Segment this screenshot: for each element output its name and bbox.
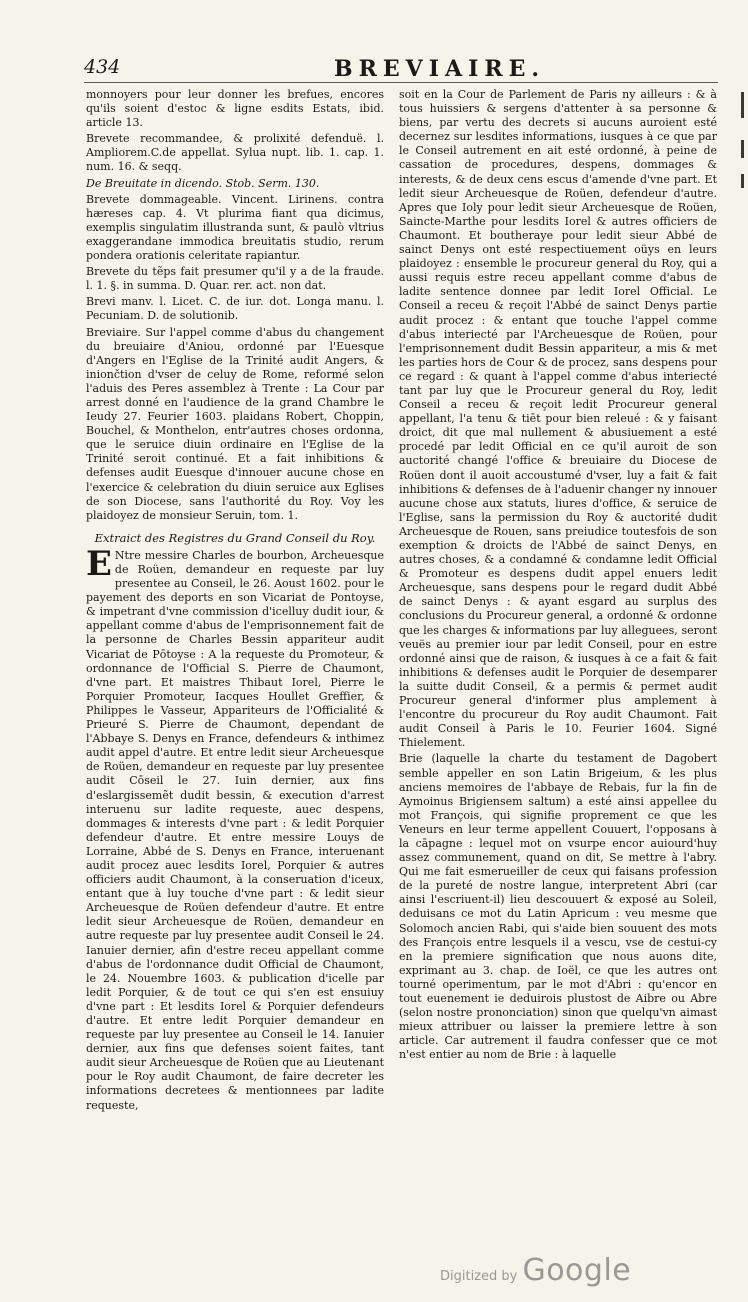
running-title: BREVIAIRE. (334, 56, 546, 82)
arrest-paragraph: soit en la Cour de Parlement de Paris ny ailleurs : & à tous huissiers & sergens d'attenter à sa personne & biens, par vertu des decrets si aucuns auroient esté decernez sur lesdites informations, iusques à ce que par le Conseil autrement en ait esté ordonné, à peine de cassation de procedures, despens, dommages & interests, & de deux cens escus d'amende d'vne part. Et ledit sieur Archeuesque de Roüen, defendeur d'autre. Apres que Ioly pour ledit sieur Archeuesque de Roüen, Saincte-Marthe pour lesdits Iorel & autres officiers de Chaumont. Et boutheraye pour ledit sieur Abbé de sainct Denys ont esté respectiuement oüys en leurs plaidoyez : ensemble le procureur general du Roy, qui a aussi requis estre receu appellant comme d'abus de ladite sentence donnee par ledit Iorel Official. Le Conseil a receu & reçoit l'Abbé de sainct Denys partie audit procez : & entant que touche l'appel comme d'abus interiecté par l'Archeuesque de Roüen, pour l'emprisonnement dudit Bessin appariteur, a mis & met les parties hors de Cour & de procez, sans despens pour ce regard : & quant à l'appel comme d'abus interiecté tant par luy que le Procureur general du Roy, ledit Conseil a receu & reçoit ledit Procureur general appellant, l'a tenu & tiēt pour bien releué : & y faisant droict, dit que mal nullement & abusiuement a esté procedé par ledit Official en ce qu'il auroit de son auctorité changé l'office & breuiaire du Diocese de Roüen dont il auoit accoustumé d'vser, luy a fait & fait inhibitions & defenses de à l'aduenir changer ny innouer aucune chose aux statuts, liures d'office, & seruice de l'Eglise, sans la permission du Roy & auctorité dudit Archeuesque de Rouen, sans preiudice toutesfois de son exemption & droicts de l'Abbé de sainct Denys, en autres choses, & a condamné & condamne ledit Official & Promoteur es despens dudit appel enuers ledit Archeuesque, sans despens pour le regard dudit Abbé de sainct Denys : & ayant esgard au surplus des conclusions du Procureur general, a ordonné & ordonne que les charges & informations par luy alleguees, seront veuës au premier iour par ledit Conseil, pour en estre ordonné ainsi que de raison, & iusques à ce a fait & fait inhibitions & defenses audit le Porquier de desemparer la suitte dudit Conseil, & a permis & permet audit Procureur general d'informer plus amplement à l'encontre du procureur du Roy audit Chaumont. Fait audit Conseil à Paris le 10. Feurier 1604. Signé Thielement. (399, 88, 717, 750)
margin-scan-mark (741, 92, 744, 118)
right-column (399, 88, 717, 1064)
digitized-by-google-watermark (440, 1253, 631, 1288)
google-logo: Google (522, 1253, 632, 1288)
section-heading-extraict: Extraict des Registres du Grand Conseil du Roy. (94, 530, 376, 545)
digitized-by-label: Digitized by (440, 1269, 518, 1284)
margin-scan-mark (741, 140, 744, 158)
entry-monnoyers: monnoyers pour leur donner les brefues, encores qu'ils soient d'estoc & ligne esdits Estats, ibid. article 13. (86, 88, 384, 130)
entry-brie: Brie (laquelle la charte du testament de Dagobert semble appeller en son Latin Brigeium, & les plus anciens memoires de l'abbaye de Rebais, fur la fin de Aymoinus Brigiensem saltum) a esté ainsi appellee du mot François, qui signifie proprement ce que les Veneurs en leur terme appellent Couuert, l'opposans à la cāpagne : lequel mot on vsurpe encor auiourd'huy assez communement, quand on dit, Se mettre à l'abry. Qui me fait esmerueiller de ceux qui faisans profession de la pureté de nostre langue, interpretent Abri (car ainsi l'escriuent-il) lieu descouuert & exposé au Soleil, deduisans ce mot du Latin Apricum : veu mesme que Solomoch ancien Rabi, qui s'aide bien souuent des mots des François entre lesquels il a vescu, vse de cestui-cy en la premiere signification que nous auons dite, exprimant au 3. chap. de Ioël, ce que les autres ont tourné operimentum, par le mot d'Abri : qu'encor en tout euenement ie deduirois plustost de Aibre ou Abre (selon nostre prononciation) sinon que quelqu'vn aimast mieux attribuer ou laisser la premiere lettre à son article. Car autrement il faudra confesser que ce mot n'est entier au nom de Brie : à laquelle (399, 752, 717, 1062)
extract-text: Ntre messire Charles de bourbon, Archeuesque de Roüen, demandeur en requeste par luy presentee au Conseil, le 26. Aoust 1602. pour le payement des deports en son Vicariat de Pontoyse, & impetrant d'vne commission d'icelluy dudit iour, & appellant comme d'abus de l'emprisonnement fait de la personne de Charles Bessin appariteur audit Vicariat de Pōtoyse : A la requeste du Promoteur, & ordonnance de l'Official S. Pierre de Chaumont, d'vne part. Et maistres Thibaut Iorel, Pierre le Porquier Promoteur, Iacques Houllet Greffier, & Philippes le Vasseur, Appariteurs de l'Officialité & Prieuré S. Pierre de Chaumont, dependant de l'Abbaye S. Denys en France, defendeurs & inthimez audit appel d'autre. Et entre ledit sieur Archeuesque de Roüen, demandeur en requeste par luy presentee audit Cōseil le 27. Iuin dernier, aux fins d'eslargissemẽt dudit bessin, & execution d'arrest interuenu sur ladite requeste, auec despens, dommages & interests d'vne part : & ledit Porquier defendeur d'autre. Et entre messire Louys de Lorraine, Abbé de S. Denys en France, interuenant audit procez auec lesdits Iorel, Porquier & autres officiers audit Chaumont, à la conseruation d'iceux, entant que à luy touche d'vne part : & ledit sieur Archeuesque de Roüen defendeur d'autre. Et entre ledit sieur Archeuesque de Roüen, demandeur en autre requeste par luy presentee audit Conseil le 24. Ianuier dernier, afin d'estre receu appellant comme d'abus de l'ordonnance dudit Official de Chaumont, le 24. Nouembre 1603. & publication d'icelle par ledit Porquier, & de tout ce qui s'en est ensuiuy d'vne part : Et lesdits Iorel & Porquier defendeurs d'autre. Et entre ledit Porquier demandeur en requeste par luy presentee au Conseil le 14. Ianuier dernier, aux fins que defenses soient faites, tant audit sieur Archeuesque de Roüen que au Lieutenant pour le Roy audit Chaumont, de faire decreter les informations decretees & mentionnees par ladite requeste, (86, 548, 384, 1112)
entry-brevete-recommandee: Brevete recommandee, & prolixité defenduë. l. Ampliorem.C.de appellat. Sylua nupt. lib. 1. cap. 1. num. 16. & seqq. (86, 132, 384, 174)
header-rule (84, 82, 718, 83)
entry-breviaire: Breviaire. Sur l'appel comme d'abus du changement du breuiaire d'Aniou, ordonné par l'Euesque d'Angers en l'Eglise de la Trinité audit Angers, & iniončtion d'vser de celuy de Rome, reformé selon l'aduis des Peres assemblez à Trente : La Cour par arrest donné en l'audience de la grand Chambre le Ieudy 27. Feurier 1603. plaidans Robert, Choppin, Bouchel, & Monthelon, entr'autres choses ordonna, que le seruice diuin ordinaire en l'Eglise de la Trinité seroit continué. Et a fait inhibitions & defenses audit Euesque d'innouer aucune chose en l'exercice & celebration du diuin seruice aux Eglises de son Diocese, sans l'authorité du Roy. Voy les plaidoyez de monsieur Seruin, tom. 1. (86, 325, 384, 522)
page-header (84, 56, 718, 86)
dropcap: E (86, 543, 112, 584)
entry-brevete-temps: Brevete du tẽps fait presumer qu'il y a de la fraude. l. 1. §. in summa. D. Quar. rer. act. non dat. (86, 265, 384, 293)
extract-paragraph (86, 543, 384, 1113)
entry-de-breuitate: De Breuitate in dicendo. Stob. Serm. 130. (86, 176, 320, 190)
page-number: 434 (84, 56, 121, 78)
entry-brevi-manu: Brevi manv. l. Licet. C. de iur. dot. Longa manu. l. Pecuniam. D. de solutionib. (86, 295, 384, 323)
left-column (86, 88, 384, 1115)
entry-brevete-dommageable: Brevete dommageable. Vincent. Lirinens. contra hæreses cap. 4. Vt plurima fiant qua dicimus, exemplis singulatim illustranda sunt, & paulò vltrius exaggerandane immodica breuitatis studio, rerum pondera orationis celeritate rapiantur. (86, 192, 384, 263)
margin-scan-mark (741, 174, 744, 188)
